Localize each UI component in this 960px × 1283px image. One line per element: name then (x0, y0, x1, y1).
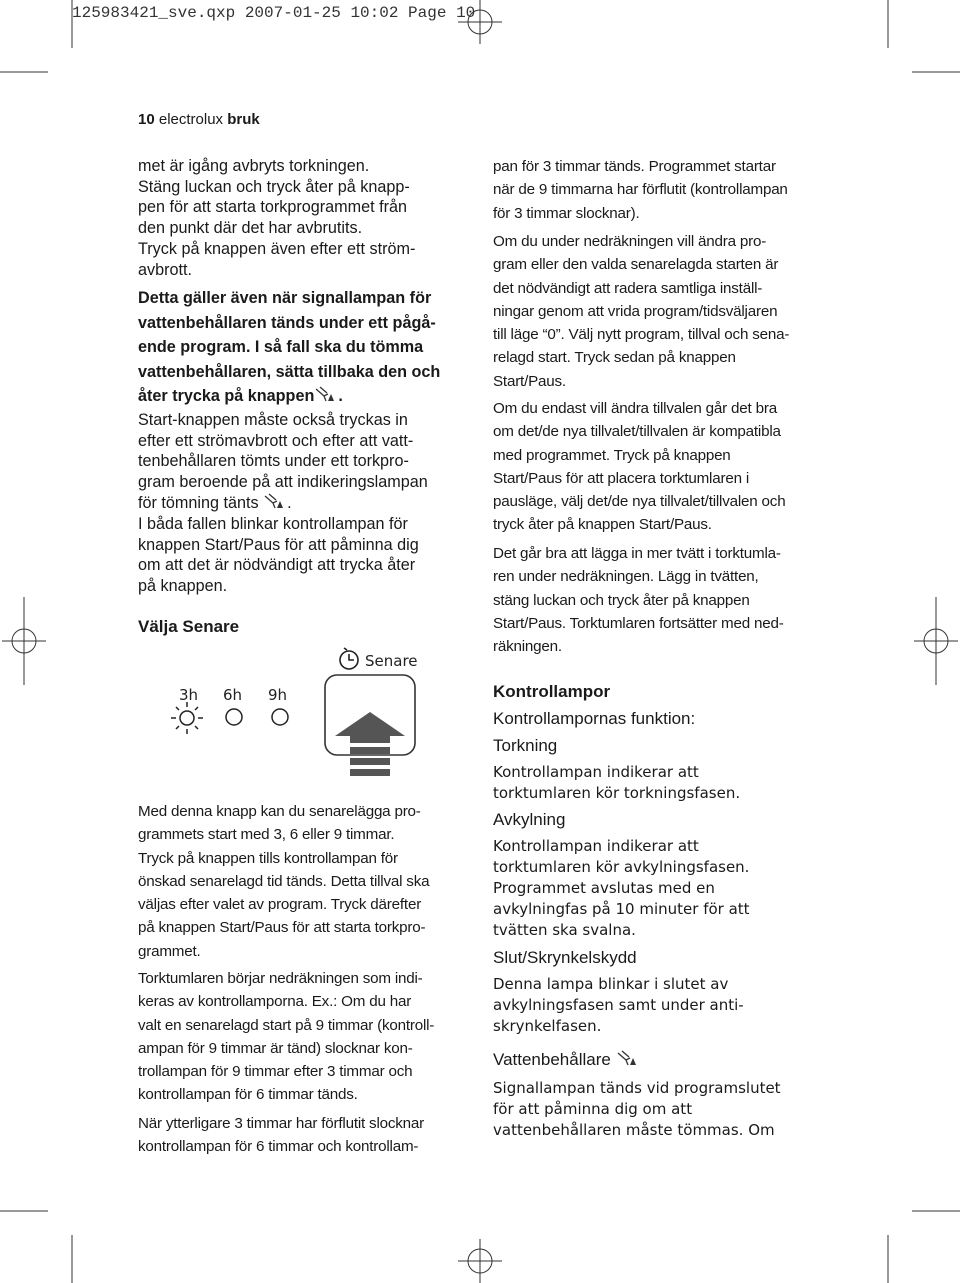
text-line: grammets start med 3, 6 eller 9 timmar. (138, 826, 395, 844)
text-span: åter trycka på knappen (138, 387, 315, 405)
text-line: pausläge, välj det/de nya tillvalet/tillvalen och (493, 493, 786, 511)
lamp-6h (226, 709, 242, 725)
right-para-4 (493, 542, 838, 658)
text-line: gram eller den valda senarelagda starten är (493, 256, 779, 274)
text-line: torktumlaren kör avkylningsfasen. (493, 858, 750, 876)
text-line: om det/de nya tillvalet/tillvalen är kompatibla (493, 423, 781, 441)
lamp-label-9h: 9h (268, 686, 288, 704)
text-line: keras av kontrollamporna. Ex.: Om du har (138, 993, 412, 1011)
subheading-slut-skrynkelskydd: Slut/Skrynkelskydd (493, 948, 637, 967)
text-line: Tryck på knappen även efter ett ström- (138, 239, 416, 258)
text-line: Start/Paus. (493, 372, 566, 390)
torkning-text (493, 762, 828, 804)
text-line: Torktumlaren börjar nedräkningen som indi- (138, 970, 423, 987)
text-line: önskad senarelagd tid tänds. Detta tillval ska (138, 872, 430, 890)
water-container-icon (314, 386, 338, 404)
subheading-avkylning: Avkylning (493, 810, 566, 829)
subheading-torkning: Torkning (493, 736, 558, 755)
text-line: avbrott. (138, 260, 192, 279)
senare-label: Senare (365, 652, 418, 670)
text-line: valt en senarelagd start på 9 timmar (kontroll- (138, 1016, 435, 1034)
text-line: Start/Paus för att placera torktumlaren i (493, 469, 750, 487)
senare-panel-diagram (165, 640, 435, 790)
slut-text (493, 974, 828, 1037)
clock-icon (340, 648, 358, 669)
right-para-2 (493, 230, 838, 393)
left-para-4 (138, 514, 473, 597)
text-line: för att påminna dig om att (493, 1100, 693, 1118)
right-para-1 (493, 155, 838, 225)
avkylning-text (493, 836, 828, 941)
text-line: på knappen Start/Paus för att starta torkpro- (138, 919, 426, 937)
left-para-6 (138, 967, 478, 1107)
text-line: avkylningfas på 10 minuter för att (493, 900, 750, 918)
text-line: I båda fallen blinkar kontrollampan för (138, 515, 408, 533)
text-span: för tömning tänts (138, 493, 259, 512)
text-line: ren under nedräkningen. Lägg in tvätten, (493, 568, 759, 586)
text-line: Tryck på knappen tills kontrollampan för (138, 849, 398, 867)
lamp-9h (272, 709, 288, 725)
text-line: efter ett strömavbrott och efter att vatt- (138, 431, 414, 450)
text-line: met är igång avbryts torkningen. (138, 157, 370, 175)
text-line: Detta gäller även när signallampan för (138, 289, 432, 307)
text-line: Stäng luckan och tryck åter på knapp- (138, 177, 410, 196)
text-line: väljas efter valet av program. Tryck därefter (138, 896, 422, 914)
text-line: Med denna knapp kan du senarelägga pro- (138, 803, 421, 820)
text-line: Denna lampa blinkar i slutet av (493, 975, 729, 993)
text-line: Det går bra att lägga in mer tvätt i torktumla- (493, 545, 781, 562)
text-line: ningar genom att vrida program/tidsväljaren (493, 302, 778, 320)
right-para-3 (493, 397, 838, 537)
text-line: på knappen. (138, 577, 228, 596)
water-container-icon (616, 1050, 640, 1068)
text-line: Signallampan tänds vid programslutet (493, 1079, 781, 1097)
brand-name: electrolux (158, 111, 224, 128)
text-line: grammet. (138, 942, 201, 960)
text-line: för 3 timmar slocknar). (493, 204, 640, 222)
text-line: vattenbehållaren måste tömmas. Om (493, 1121, 775, 1139)
text-line: Programmet avslutas med en (493, 879, 715, 897)
text-line: tenbehållaren tömts under ett torkpro- (138, 452, 409, 471)
text-line: till läge “0”. Välj nytt program, tillval och sena- (493, 326, 790, 344)
registration-mark-bottom (458, 1239, 502, 1283)
text-line: Start/Paus. Torktumlaren fortsätter med ned- (493, 614, 784, 632)
left-para-2 (138, 286, 473, 409)
text-line: När ytterligare 3 timmar har förflutit slocknar (138, 1115, 424, 1132)
text-line: ende program. I så fall ska du tömma (138, 338, 424, 356)
water-container-icon (263, 493, 287, 511)
text-line (138, 384, 473, 409)
text-line: om att det är nödvändigt att trycka åter (138, 556, 416, 575)
text-line: relagd start. Tryck sedan på knappen (493, 349, 736, 367)
registration-mark-right (914, 597, 958, 685)
lamp-label-3h: 3h (179, 686, 199, 704)
registration-mark-left (2, 597, 46, 685)
left-para-1 (138, 156, 473, 280)
subheading-text: Vattenbehållare (493, 1050, 611, 1069)
subheading-vattenbehallare (493, 1050, 640, 1070)
text-line: ampan för 9 timmar är tänd) slocknar kon- (138, 1039, 413, 1057)
text-line: pan för 3 timmar tänds. Programmet startar (493, 158, 776, 175)
page-number: 10 (138, 111, 155, 128)
text-span: . (338, 387, 343, 405)
text-line: pen för att starta torkprogrammet från (138, 198, 408, 217)
text-line: skrynkelfasen. (493, 1017, 602, 1035)
file-slug: 125983421_sve.qxp 2007-01-25 10:02 Page 10 (72, 4, 476, 22)
text-line: avkylningsfasen samt under anti- (493, 996, 744, 1014)
text-line: med programmet. Tryck på knappen (493, 446, 731, 464)
section-heading-valja-senare: Välja Senare (138, 617, 240, 636)
text-line: vattenbehållaren tänds under ett pågå- (138, 313, 436, 332)
text-line: stäng luckan och tryck åter på knappen (493, 591, 750, 609)
text-line: när de 9 timmarna har förflutit (kontrollampan (493, 181, 788, 199)
text-line: gram beroende på att indikeringslampan (138, 473, 428, 492)
text-line: räkningen. (493, 638, 562, 656)
text-line: den punkt där det har avbrutits. (138, 219, 363, 238)
vatten-text (493, 1078, 828, 1141)
text-line: vattenbehållaren, sätta tillbaka den och (138, 362, 441, 381)
section-heading-kontrollampor: Kontrollampor (493, 682, 611, 701)
left-para-3 (138, 410, 473, 514)
intro-text: Kontrollampornas funktion: (493, 709, 696, 728)
text-line: tryck åter på knappen Start/Paus. (493, 516, 712, 534)
text-line: knappen Start/Paus för att påminna dig (138, 535, 419, 554)
text-line: kontrollampan för 6 timmar och kontrollam- (138, 1138, 419, 1156)
text-line: torktumlaren kör torkningsfasen. (493, 784, 741, 802)
text-line: det nödvändigt att radera samtliga inställ- (493, 279, 763, 297)
lamp-label-6h: 6h (223, 686, 243, 704)
text-line: kontrollampan för 6 timmar tänds. (138, 1086, 358, 1104)
text-line (138, 493, 473, 514)
text-line: trollampan för 9 timmar efter 3 timmar och (138, 1063, 413, 1081)
section-name: bruk (227, 111, 260, 128)
text-line: Kontrollampan indikerar att (493, 837, 699, 855)
text-line: tvätten ska svalna. (493, 921, 636, 939)
left-para-7 (138, 1112, 478, 1159)
left-para-5 (138, 800, 478, 963)
text-line: Start-knappen måste också tryckas in (138, 411, 408, 429)
senare-button (325, 675, 415, 776)
lamp-3h-lit (171, 702, 203, 734)
text-span: . (287, 493, 292, 512)
text-line: Om du endast vill ändra tillvalen går det bra (493, 400, 777, 417)
text-line: Om du under nedräkningen vill ändra pro- (493, 233, 767, 250)
running-header (138, 111, 260, 128)
text-line: Kontrollampan indikerar att (493, 763, 699, 781)
